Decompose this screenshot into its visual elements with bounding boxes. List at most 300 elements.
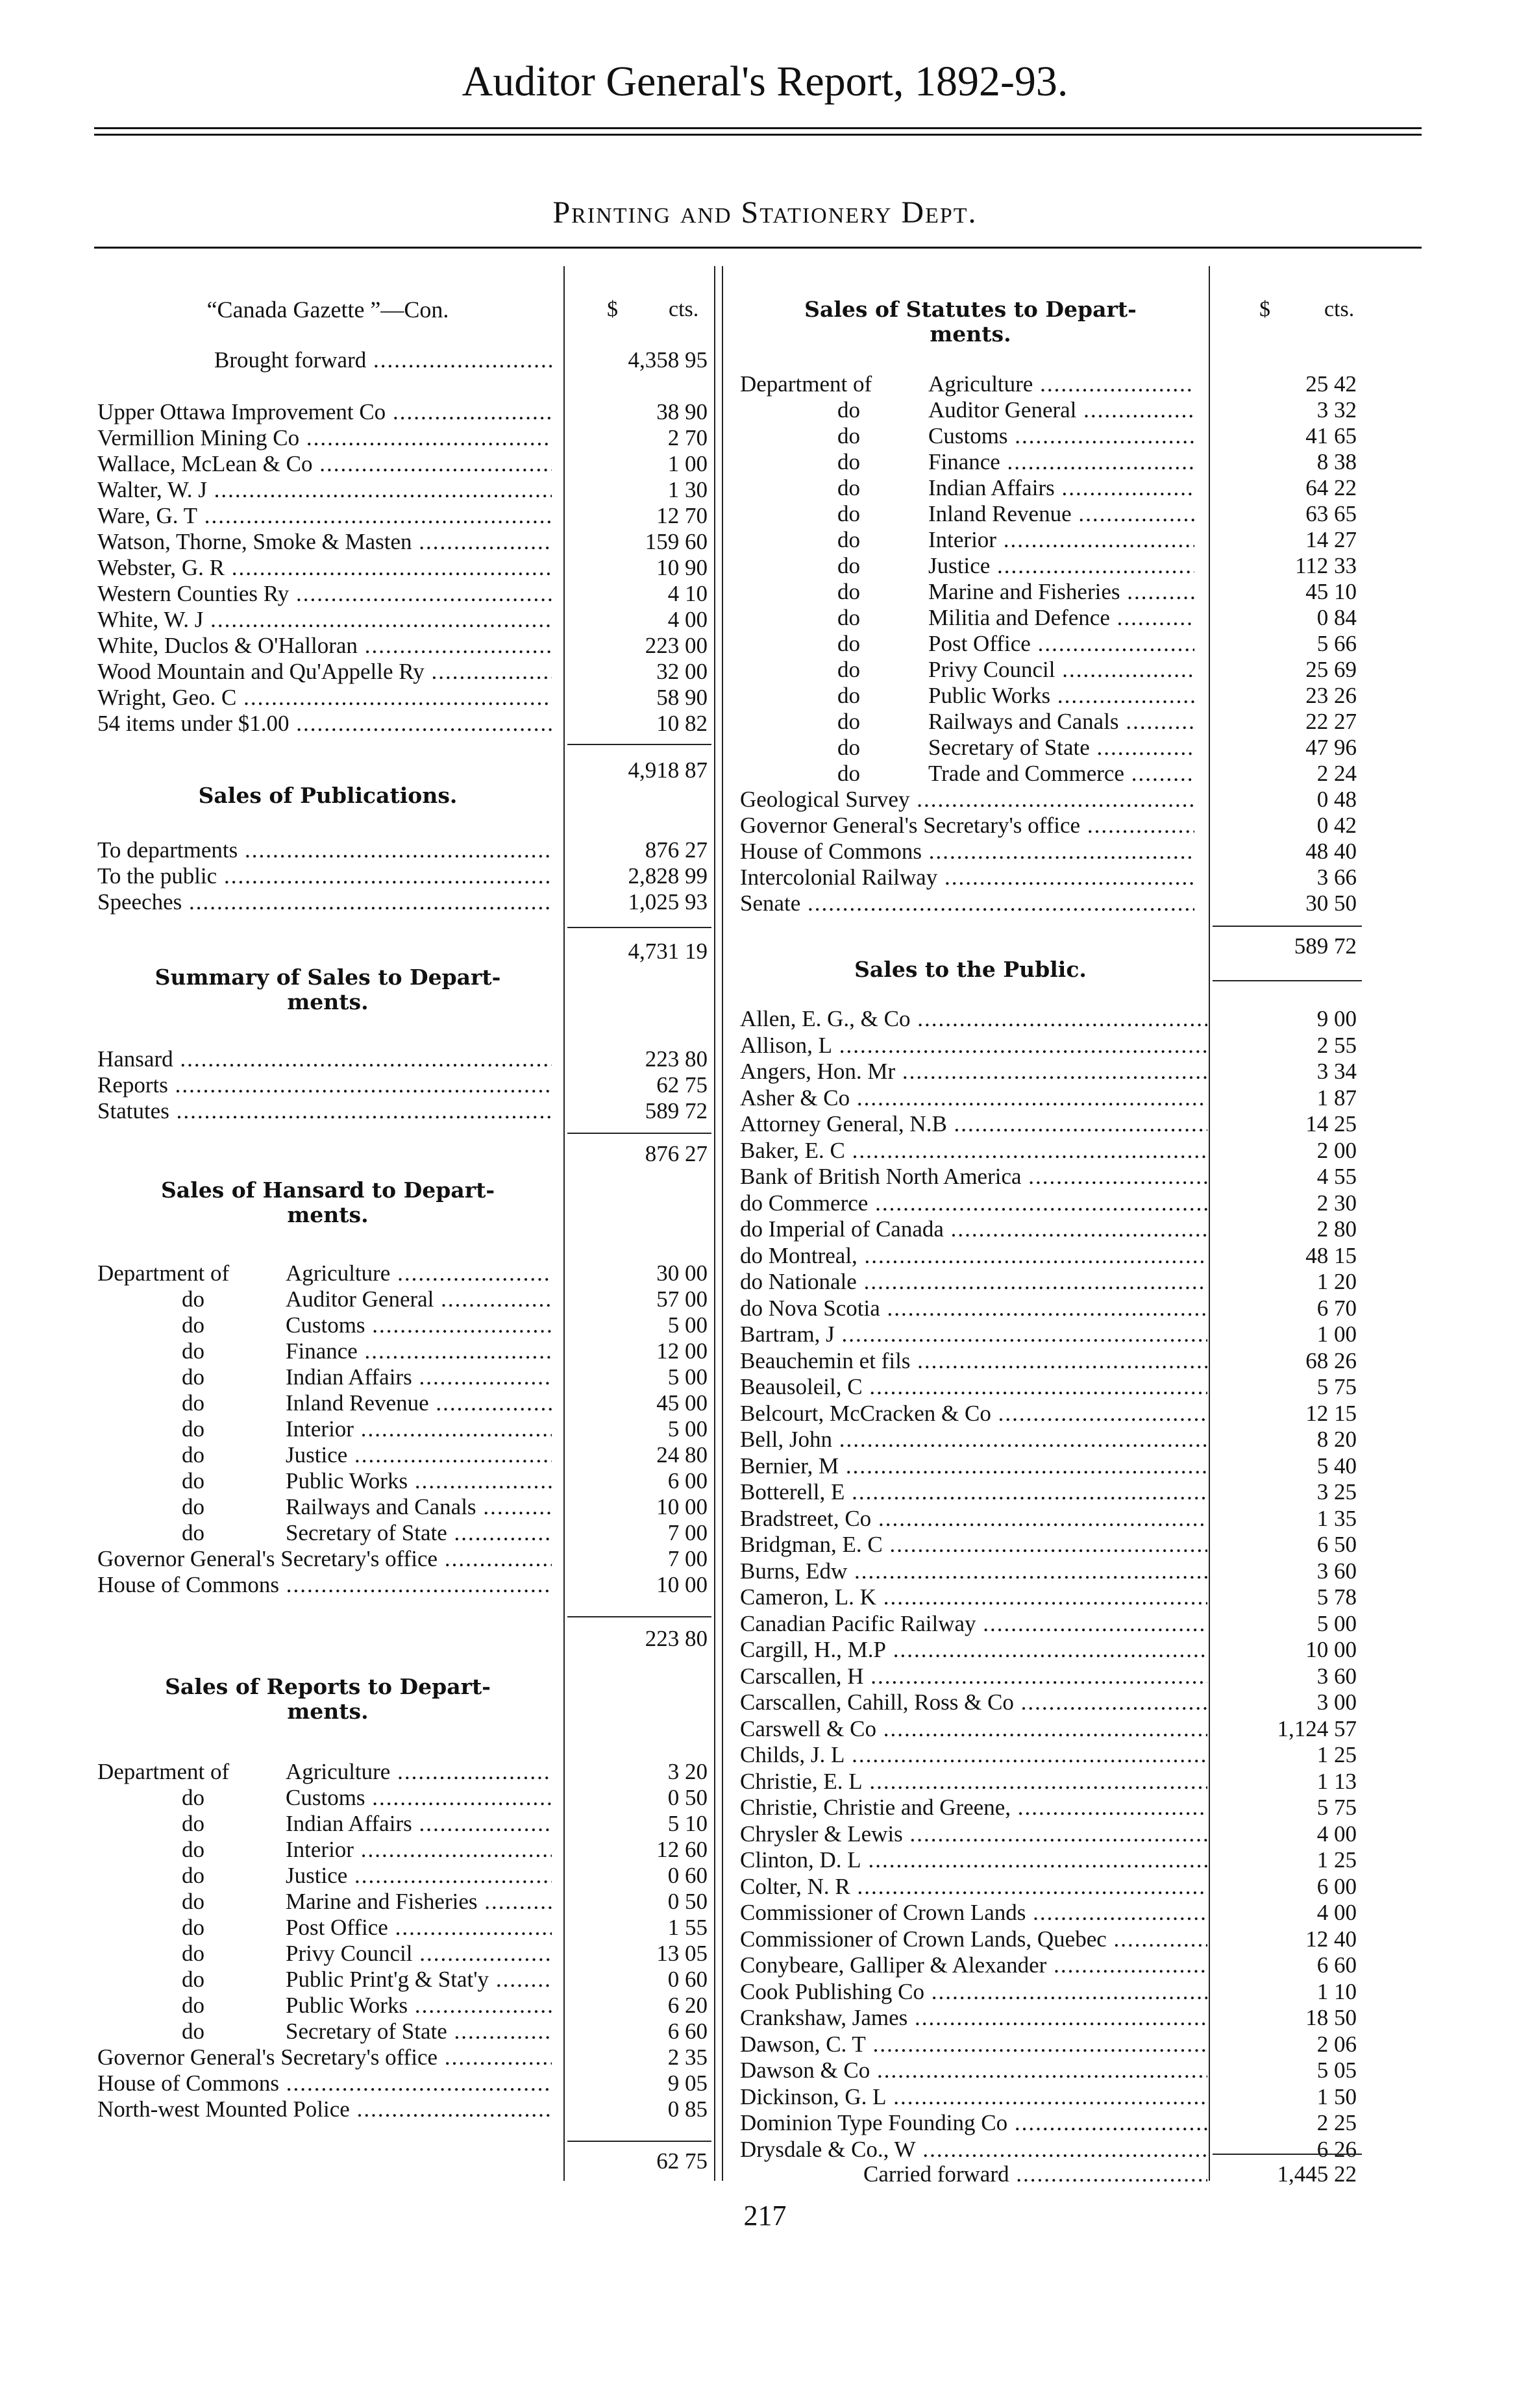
row-label: Drysdale & Co., W ..... (740, 2137, 1207, 2163)
row-label: Governor General's Secretary's office ..... (97, 2045, 552, 2070)
row-label: Walter, W. J ..... (97, 477, 552, 503)
row-amount: 38 90 (656, 399, 708, 424)
row-amount: 6 20 (667, 1993, 708, 2018)
row-label: Railways and Canals ..... (286, 1494, 552, 1520)
row-label: Commissioner of Crown Lands, Quebec ..... (740, 1926, 1207, 1952)
table-row (740, 1216, 1357, 1242)
table-row (740, 579, 1357, 605)
row-label: North-west Mounted Police ..... (97, 2096, 552, 2122)
row-prefix: do (837, 735, 860, 760)
row-amount: 22 27 (1305, 709, 1357, 734)
row-label: Statutes ..... (97, 1098, 552, 1124)
row-label: White, W. J ..... (97, 607, 552, 633)
row-prefix: do (182, 1442, 204, 1468)
row-amount: 5 05 (1316, 2058, 1357, 2083)
table-row (740, 2137, 1357, 2163)
row-amount: 13 05 (656, 1941, 708, 1966)
row-label: Indian Affairs ..... (286, 1364, 552, 1390)
row-amount: 2 55 (1316, 1032, 1357, 1058)
row-amount: 876 27 (645, 837, 708, 863)
table-row (740, 839, 1357, 865)
table-row (740, 449, 1357, 475)
row-amount: 5 66 (1316, 631, 1357, 656)
row-prefix: do (837, 761, 860, 786)
row-amount: 5 10 (667, 1811, 708, 1836)
row-amount: 0 85 (667, 2096, 708, 2122)
left-dollar-header: $ (607, 297, 618, 321)
row-label: Governor General's Secretary's office ..... (97, 1546, 552, 1572)
row-label: Burns, Edw ..... (740, 1558, 1207, 1584)
row-prefix: do (182, 1416, 204, 1442)
center-divider-1 (714, 266, 715, 2181)
row-label: Angers, Hon. Mr ..... (740, 1059, 1207, 1085)
row-label: Attorney General, N.B ..... (740, 1111, 1207, 1137)
table-row (97, 659, 708, 685)
row-amount: 5 00 (1316, 1610, 1357, 1636)
row-label: Agriculture ..... (286, 1260, 552, 1286)
row-amount: 14 25 (1305, 1111, 1357, 1136)
summary-heading-line-2: ments. (287, 989, 369, 1014)
summary-heading-line-1: Summary of Sales to Depart- (154, 964, 501, 990)
reports-heading-line-1: Sales of Reports to Depart- (165, 1674, 491, 1699)
row-amount: 4 00 (1316, 1900, 1357, 1925)
row-amount: 47 96 (1305, 735, 1357, 760)
table-row (740, 813, 1357, 839)
subtitle-rule (94, 247, 1422, 249)
row-amount: 23 26 (1305, 683, 1357, 708)
row-prefix: do (182, 1941, 204, 1966)
hansard-total: 223 80 (645, 1626, 708, 1651)
row-amount: 3 60 (1316, 1663, 1357, 1689)
table-row (740, 1926, 1357, 1952)
row-amount: 0 60 (667, 1967, 708, 1992)
row-label: Auditor General ..... (928, 397, 1194, 423)
row-amount: 6 70 (1316, 1295, 1357, 1321)
gazette-total-row (571, 757, 708, 783)
table-row (740, 1401, 1357, 1427)
row-prefix: do (837, 683, 860, 708)
row-amount: 6 26 (1316, 2136, 1357, 2162)
row-amount: 1 10 (1316, 1978, 1357, 2004)
row-amount: 1 30 (667, 477, 708, 502)
summary-total-rule (567, 1133, 711, 1134)
row-prefix: Department of (97, 1759, 230, 1784)
row-label: Bartram, J ..... (740, 1321, 1207, 1347)
row-amount: 1,025 93 (628, 889, 708, 915)
row-amount: 3 20 (667, 1759, 708, 1784)
row-prefix: do (182, 1468, 204, 1493)
row-label: White, Duclos & O'Halloran ..... (97, 633, 552, 659)
row-label: Customs ..... (928, 423, 1194, 449)
table-row (740, 397, 1357, 423)
row-label: Baker, E. C ..... (740, 1138, 1207, 1164)
carried-forward-label: Carried forward ..... (863, 2161, 1207, 2187)
row-label: Watson, Thorne, Smoke & Masten ..... (97, 529, 552, 555)
hansard-heading (94, 1178, 561, 1227)
table-row (740, 1006, 1357, 1032)
brought-forward-label: Brought forward ..... (214, 347, 552, 373)
table-row (740, 1164, 1357, 1190)
row-label: Inland Revenue ..... (286, 1390, 552, 1416)
row-label: Interior ..... (286, 1416, 552, 1442)
section-title: Printing and Stationery Dept. (552, 195, 978, 230)
row-prefix: do (182, 1390, 204, 1416)
public-heading: Sales to the Public. (854, 957, 1087, 982)
row-amount: 112 33 (1295, 553, 1357, 578)
row-amount: 25 69 (1305, 657, 1357, 682)
row-amount: 1 87 (1316, 1085, 1357, 1111)
publications-heading: Sales of Publications. (198, 783, 458, 808)
row-amount: 4 00 (667, 607, 708, 632)
row-label: Post Office ..... (928, 631, 1194, 657)
gazette-total-rule (567, 744, 711, 745)
table-row (740, 1769, 1357, 1795)
row-amount: 2 06 (1316, 2031, 1357, 2057)
row-amount: 41 65 (1305, 423, 1357, 448)
table-row (97, 451, 708, 477)
row-amount: 0 50 (667, 1889, 708, 1914)
row-label: Carswell & Co ..... (740, 1716, 1207, 1742)
table-row (97, 477, 708, 503)
row-label: Indian Affairs ..... (928, 475, 1194, 501)
row-amount: 25 42 (1305, 371, 1357, 397)
table-row (740, 1374, 1357, 1400)
table-row (97, 529, 708, 555)
row-amount: 24 80 (656, 1442, 708, 1468)
row-prefix: Department of (97, 1260, 230, 1286)
row-label: Botterell, E ..... (740, 1479, 1207, 1505)
row-label: do Nova Scotia ..... (740, 1296, 1207, 1321)
table-row (740, 1558, 1357, 1584)
row-label: Crankshaw, James ..... (740, 2005, 1207, 2031)
row-prefix: do (182, 1785, 204, 1810)
table-row (740, 1742, 1357, 1768)
row-label: Justice ..... (286, 1863, 552, 1889)
statutes-total: 589 72 (1294, 933, 1357, 959)
row-amount: 159 60 (645, 529, 708, 554)
table-row (740, 501, 1357, 527)
title-rule-2 (94, 134, 1422, 136)
row-amount: 30 50 (1305, 891, 1357, 916)
reports-total-row (571, 2148, 708, 2174)
row-amount: 1 20 (1316, 1269, 1357, 1294)
row-amount: 5 00 (667, 1312, 708, 1338)
row-label: Bridgman, E. C ..... (740, 1532, 1207, 1558)
row-label: Post Office ..... (286, 1915, 552, 1941)
brought-forward-amount: 4,358 95 (628, 347, 708, 373)
row-amount: 12 40 (1305, 1926, 1357, 1952)
table-row (97, 1442, 708, 1468)
gazette-heading: “Canada Gazette ”—Con. (206, 297, 449, 323)
row-prefix: do (182, 1494, 204, 1519)
summary-total: 876 27 (645, 1141, 708, 1166)
row-label: Justice ..... (286, 1442, 552, 1468)
row-label: Governor General's Secretary's office ..... (740, 813, 1194, 839)
row-prefix: do (182, 1520, 204, 1545)
row-amount: 1 00 (1316, 1321, 1357, 1347)
row-amount: 10 00 (656, 1572, 708, 1597)
center-divider-2 (722, 266, 723, 2181)
row-label: do Nationale ..... (740, 1269, 1207, 1295)
reports-heading-line-2: ments. (287, 1699, 369, 1724)
row-prefix: do (837, 501, 860, 526)
row-label: Chrysler & Lewis ..... (740, 1821, 1207, 1847)
table-row (97, 1286, 708, 1312)
row-prefix: do (182, 1889, 204, 1914)
table-row (740, 2005, 1357, 2031)
row-label: 54 items under $1.00 ..... (97, 711, 552, 737)
table-row (740, 1900, 1357, 1926)
hansard-heading-line-1: Sales of Hansard to Depart- (160, 1177, 495, 1203)
row-amount: 5 75 (1316, 1795, 1357, 1820)
row-label: Marine and Fisheries ..... (286, 1889, 552, 1915)
table-row (97, 1915, 708, 1941)
row-label: Public Works ..... (928, 683, 1194, 709)
table-row (97, 581, 708, 607)
row-prefix: do (837, 423, 860, 448)
row-amount: 6 60 (1316, 1952, 1357, 1978)
title-rule-1 (94, 127, 1422, 129)
row-amount: 3 34 (1316, 1059, 1357, 1084)
row-label: Interior ..... (928, 527, 1194, 553)
row-amount: 12 00 (656, 1338, 708, 1364)
row-amount: 0 42 (1316, 813, 1357, 838)
table-row (740, 2032, 1357, 2058)
table-row (97, 1390, 708, 1416)
table-row (97, 1837, 708, 1863)
table-row (97, 555, 708, 581)
row-label: Inland Revenue ..... (928, 501, 1194, 527)
table-row (740, 1111, 1357, 1137)
row-amount: 2 35 (667, 2045, 708, 2070)
row-amount: 1 35 (1316, 1505, 1357, 1531)
row-label: Canadian Pacific Railway ..... (740, 1611, 1207, 1637)
table-row (97, 1260, 708, 1286)
table-row (740, 1296, 1357, 1321)
table-row (97, 1494, 708, 1520)
row-amount: 9 05 (667, 2070, 708, 2096)
row-amount: 1,124 57 (1277, 1715, 1357, 1741)
table-row (97, 889, 708, 915)
table-row (97, 2070, 708, 2096)
table-row (97, 1941, 708, 1967)
table-row (97, 607, 708, 633)
table-row (97, 1811, 708, 1837)
hansard-total-row (571, 1626, 708, 1652)
row-amount: 0 60 (667, 1863, 708, 1888)
row-label: Dawson & Co ..... (740, 2058, 1207, 2083)
table-row (740, 475, 1357, 501)
table-row (740, 1269, 1357, 1295)
row-amount: 0 50 (667, 1785, 708, 1810)
left-cents-header: cts. (669, 297, 699, 321)
row-label: Privy Council ..... (286, 1941, 552, 1967)
row-prefix: do (182, 1364, 204, 1390)
row-prefix: do (837, 605, 860, 630)
row-label: Agriculture ..... (928, 371, 1194, 397)
table-row (97, 2045, 708, 2070)
table-row (740, 371, 1357, 397)
table-row (97, 711, 708, 737)
row-label: Interior ..... (286, 1837, 552, 1863)
statutes-total-rule (1213, 926, 1362, 927)
table-row (740, 1637, 1357, 1663)
statutes-heading-line-1: Sales of Statutes to Depart- (804, 297, 1137, 322)
row-label: Marine and Fisheries ..... (928, 579, 1194, 605)
table-row (740, 1321, 1357, 1347)
table-row (740, 2058, 1357, 2083)
row-label: Agriculture ..... (286, 1759, 552, 1785)
row-amount: 10 00 (656, 1494, 708, 1519)
row-amount: 3 60 (1316, 1558, 1357, 1584)
row-label: Customs ..... (286, 1312, 552, 1338)
page-title: Auditor General's Report, 1892-93. (462, 58, 1068, 105)
row-label: Beausoleil, C ..... (740, 1374, 1207, 1400)
table-row (97, 399, 708, 425)
row-amount: 12 15 (1305, 1400, 1357, 1426)
row-label: Wood Mountain and Qu'Appelle Ry ..... (97, 659, 552, 685)
row-label: Beauchemin et fils ..... (740, 1348, 1207, 1374)
row-label: Christie, E. L ..... (740, 1769, 1207, 1795)
table-row (97, 1072, 708, 1098)
table-row (740, 1138, 1357, 1164)
public-carried-rule (1213, 2154, 1362, 2155)
row-amount: 14 27 (1305, 527, 1357, 552)
reports-total-rule (567, 2141, 711, 2142)
table-row (97, 1785, 708, 1811)
table-row (97, 1572, 708, 1598)
carried-forward-row (740, 2161, 1357, 2187)
row-amount: 0 48 (1316, 787, 1357, 812)
table-row (740, 1716, 1357, 1742)
row-label: Wallace, McLean & Co ..... (97, 451, 552, 477)
right-cents-header: cts. (1324, 297, 1355, 321)
row-amount: 5 00 (667, 1416, 708, 1442)
row-label: Cook Publishing Co ..... (740, 1979, 1207, 2005)
row-amount: 6 50 (1316, 1532, 1357, 1557)
row-amount: 589 72 (645, 1098, 708, 1124)
row-prefix: do (837, 449, 860, 474)
row-amount: 2 70 (667, 425, 708, 450)
row-label: Indian Affairs ..... (286, 1811, 552, 1837)
row-amount: 7 00 (667, 1520, 708, 1545)
row-label: Finance ..... (286, 1338, 552, 1364)
row-amount: 30 00 (656, 1260, 708, 1286)
gazette-brought-forward-row (214, 347, 708, 373)
table-row (740, 735, 1357, 761)
row-amount: 1 50 (1316, 2083, 1357, 2109)
table-row (740, 865, 1357, 891)
row-amount: 2 80 (1316, 1216, 1357, 1242)
row-amount: 1 25 (1316, 1742, 1357, 1767)
row-label: Bradstreet, Co ..... (740, 1506, 1207, 1532)
row-label: Asher & Co ..... (740, 1085, 1207, 1111)
table-row (740, 1795, 1357, 1821)
row-label: Secretary of State ..... (286, 2019, 552, 2045)
row-amount: 1 55 (667, 1915, 708, 1940)
hansard-total-rule (567, 1616, 711, 1617)
table-row (97, 1468, 708, 1494)
row-prefix: do (182, 1312, 204, 1338)
row-amount: 2 30 (1316, 1190, 1357, 1216)
row-prefix: do (182, 1915, 204, 1940)
table-row (740, 1664, 1357, 1689)
row-amount: 3 66 (1316, 865, 1357, 890)
row-label: Reports ..... (97, 1072, 552, 1098)
table-row (740, 1427, 1357, 1453)
table-row (740, 1506, 1357, 1532)
table-row (740, 1952, 1357, 1978)
row-amount: 63 65 (1305, 501, 1357, 526)
row-amount: 64 22 (1305, 475, 1357, 500)
row-label: Childs, J. L ..... (740, 1742, 1207, 1768)
row-amount: 2 00 (1316, 1137, 1357, 1163)
table-row (740, 1689, 1357, 1715)
carried-forward-amount: 1,445 22 (1277, 2161, 1357, 2187)
row-label: Dickinson, G. L ..... (740, 2084, 1207, 2110)
table-row (740, 553, 1357, 579)
table-row (97, 1759, 708, 1785)
table-row (740, 527, 1357, 553)
row-amount: 1 25 (1316, 1847, 1357, 1873)
row-label: Dominion Type Founding Co ..... (740, 2110, 1207, 2136)
row-prefix: do (182, 1967, 204, 1992)
table-row (97, 837, 708, 863)
row-prefix: do (182, 1993, 204, 2018)
publications-total-rule (567, 927, 711, 928)
row-amount: 6 00 (1316, 1873, 1357, 1899)
row-amount: 4 00 (1316, 1821, 1357, 1847)
row-label: Finance ..... (928, 449, 1194, 475)
row-label: Dawson, C. T ..... (740, 2032, 1207, 2058)
statutes-total-underline (1213, 980, 1362, 981)
table-row (97, 2019, 708, 2045)
row-label: Belcourt, McCracken & Co ..... (740, 1401, 1207, 1427)
table-row (740, 657, 1357, 683)
right-dollar-header: $ (1259, 297, 1270, 321)
row-label: Wright, Geo. C ..... (97, 685, 552, 711)
gazette-total: 4,918 87 (628, 757, 708, 783)
table-row (740, 1085, 1357, 1111)
row-prefix: do (837, 475, 860, 500)
table-row (97, 1863, 708, 1889)
row-amount: 68 26 (1305, 1347, 1357, 1373)
row-amount: 6 00 (667, 1468, 708, 1493)
row-amount: 4 55 (1316, 1164, 1357, 1189)
row-amount: 223 80 (645, 1046, 708, 1072)
row-label: Hansard ..... (97, 1046, 552, 1072)
row-prefix: do (182, 1286, 204, 1312)
table-row (740, 1847, 1357, 1873)
row-prefix: do (837, 553, 860, 578)
row-label: Speeches ..... (97, 889, 552, 915)
table-row (740, 1584, 1357, 1610)
row-amount: 8 20 (1316, 1427, 1357, 1452)
row-amount: 12 70 (656, 503, 708, 528)
row-amount: 58 90 (656, 685, 708, 710)
row-label: Bank of British North America ..... (740, 1164, 1207, 1190)
row-label: To departments ..... (97, 837, 552, 863)
row-label: Secretary of State ..... (928, 735, 1194, 761)
table-row (740, 1190, 1357, 1216)
row-prefix: do (182, 1837, 204, 1862)
row-label: Vermillion Mining Co ..... (97, 425, 552, 451)
table-row (740, 1532, 1357, 1558)
row-label: Public Works ..... (286, 1468, 552, 1494)
table-row (740, 683, 1357, 709)
table-row (97, 2096, 708, 2122)
table-row (740, 1479, 1357, 1505)
